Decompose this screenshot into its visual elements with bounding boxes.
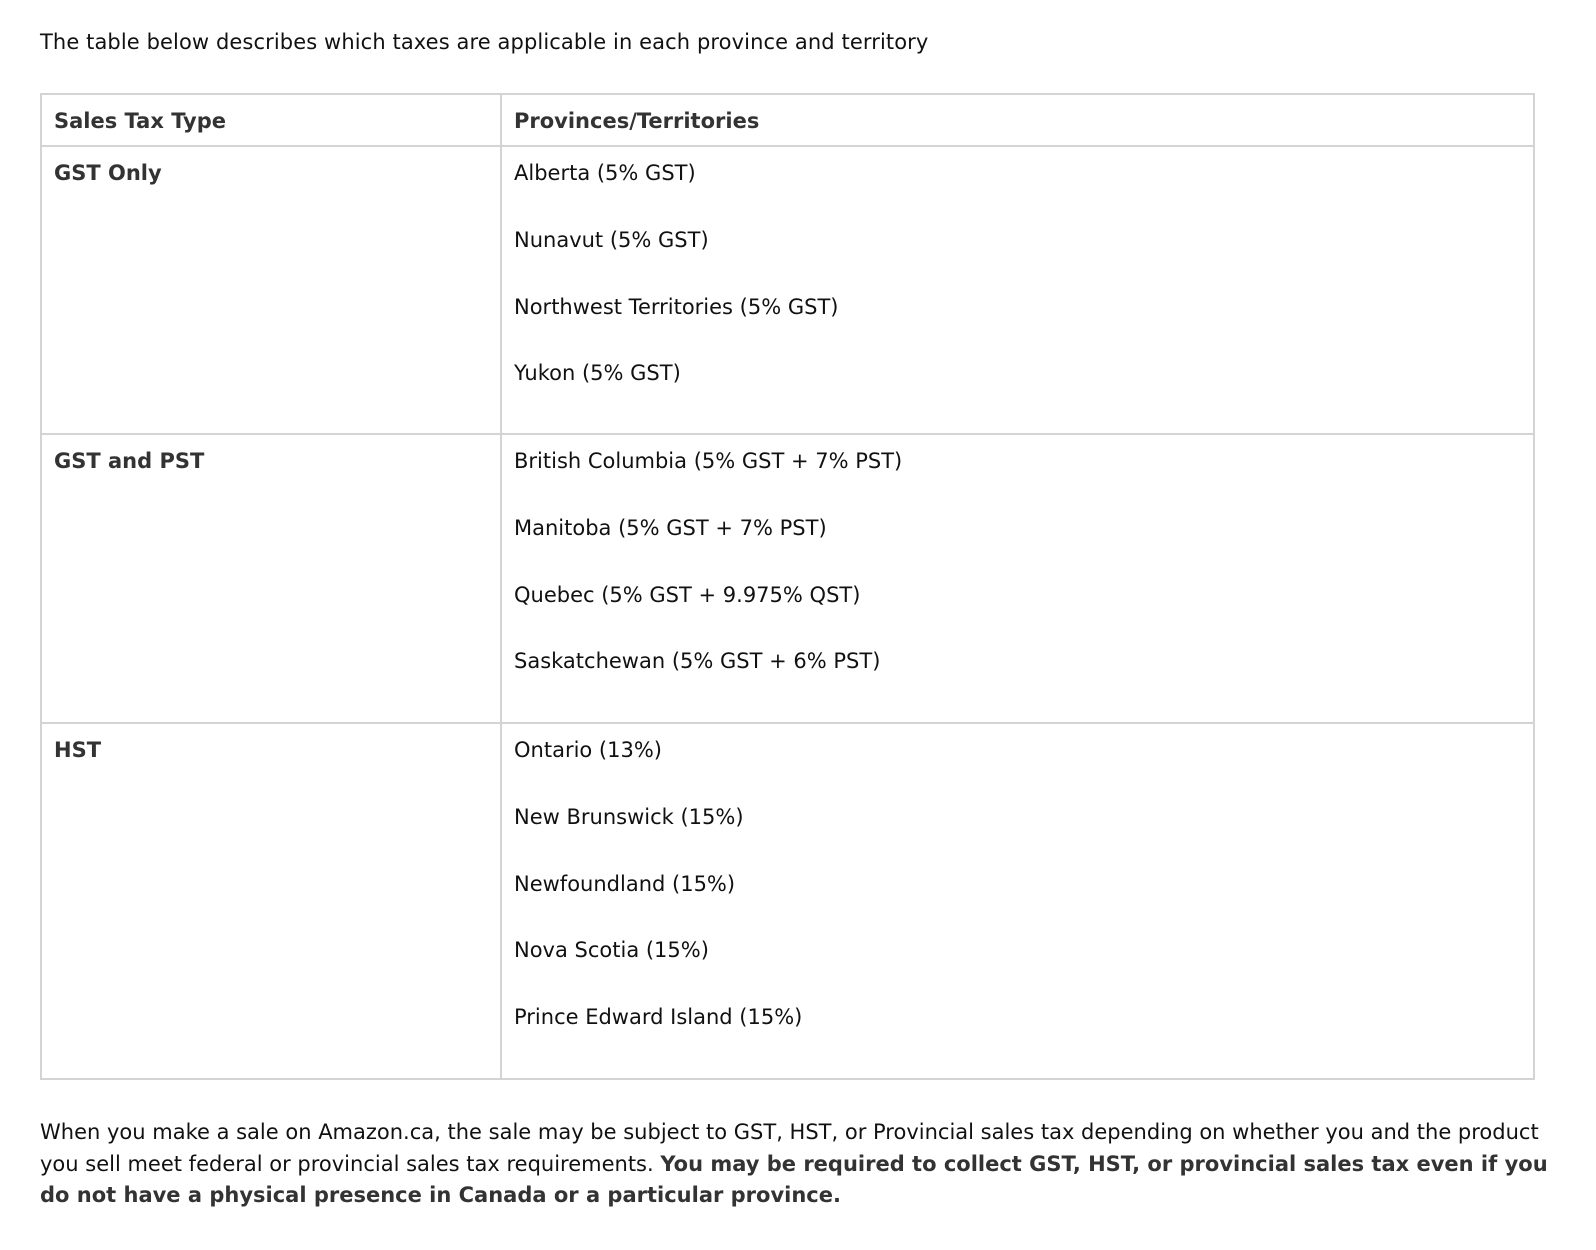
tax-type-cell: GST and PST — [41, 434, 501, 723]
list-item: Saskatchewan (5% GST + 6% PST) — [514, 649, 881, 674]
list-item: Yukon (5% GST) — [514, 361, 681, 386]
province-list — [514, 147, 1521, 426]
list-item: Northwest Territories (5% GST) — [514, 294, 839, 319]
list-item: British Columbia (5% GST + 7% PST) — [514, 449, 903, 473]
provinces-cell — [501, 434, 1534, 723]
header-provinces-territories: Provinces/Territories — [501, 94, 1534, 146]
list-item: Nova Scotia (15%) — [514, 938, 709, 963]
province-list — [514, 724, 1521, 1070]
list-item: Nunavut (5% GST) — [514, 227, 709, 252]
footer-paragraph — [40, 1117, 1550, 1212]
list-item: Alberta (5% GST) — [514, 161, 696, 185]
list-item: Newfoundland (15%) — [514, 871, 736, 896]
sales-tax-table — [40, 93, 1535, 1080]
table-row — [41, 723, 1534, 1079]
table-header-row — [41, 94, 1534, 146]
list-item: Manitoba (5% GST + 7% PST) — [514, 515, 827, 540]
provinces-cell — [501, 146, 1534, 434]
tax-type-cell: HST — [41, 723, 501, 1079]
list-item: Prince Edward Island (15%) — [514, 1005, 803, 1030]
table-row — [41, 146, 1534, 434]
header-sales-tax-type: Sales Tax Type — [41, 94, 501, 146]
list-item: Quebec (5% GST + 9.975% QST) — [514, 582, 861, 607]
intro-text: The table below describes which taxes are applicable in each province and territory — [40, 30, 929, 54]
table-row — [41, 434, 1534, 723]
province-list — [514, 435, 1521, 714]
list-item: New Brunswick (15%) — [514, 804, 744, 829]
tax-type-cell: GST Only — [41, 146, 501, 434]
footer-text: When you make a sale on Amazon.ca, the sale may be subject to GST, HST, or Provincial sales tax depending on whether you and the product you sell meet federal or provincial sales tax requirements. — [40, 1120, 1539, 1176]
provinces-cell — [501, 723, 1534, 1079]
footer-emphasis: You may be required to collect GST, HST, or provincial sales tax even if you do not have a physical presence in Canada or a particular province. — [40, 1151, 1548, 1207]
list-item: Ontario (13%) — [514, 738, 662, 762]
